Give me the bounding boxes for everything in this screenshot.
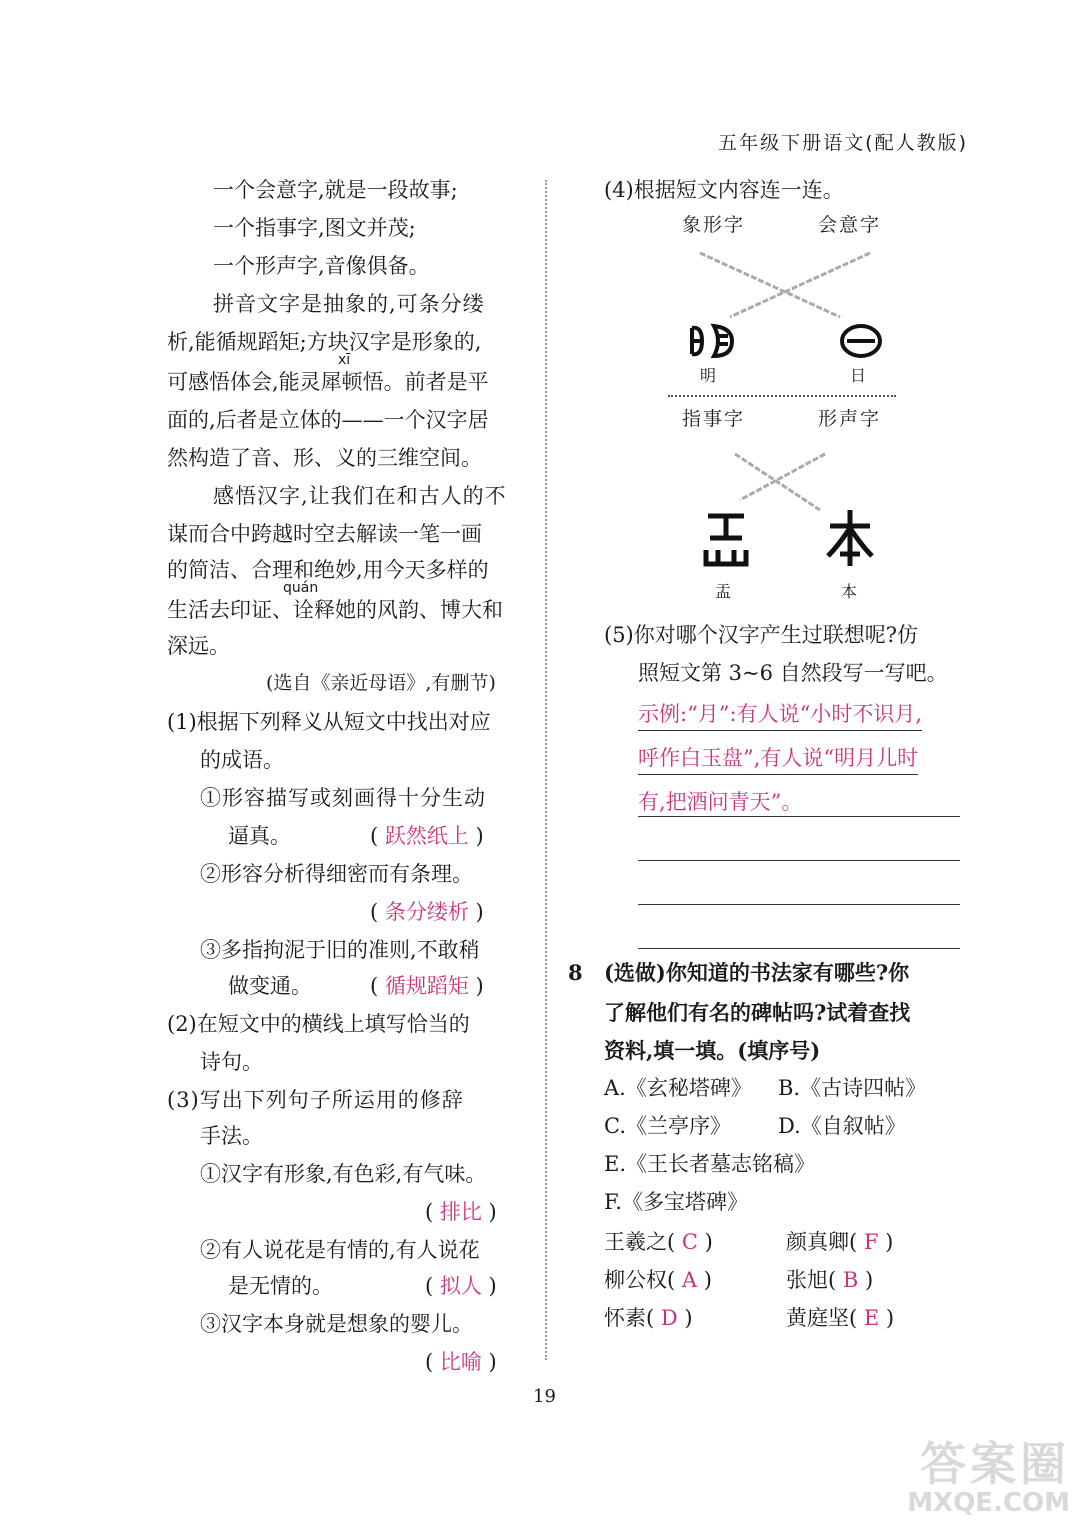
option: F.《多宝塔碑》 [604, 1190, 748, 1214]
answer-text: 拟人 [439, 1274, 482, 1298]
question-1-stem: 的成语。 [200, 748, 284, 772]
answer-bracket: ( 排比 ) [425, 1200, 497, 1224]
answer-text: B [842, 1268, 859, 1292]
answer-bracket: ( 循规蹈矩 ) [370, 974, 484, 998]
seal-glyph-meng-icon [700, 508, 752, 570]
question-3-item: ②有人说花是有情的,有人说花 [200, 1238, 480, 1262]
question-3-item: 是无情的。 [228, 1274, 333, 1298]
passage-line: 一个形声字,音像俱备。 [213, 254, 430, 278]
answer-blank-line [638, 860, 960, 861]
question-1-stem: (1)根据下列释义从短文中找出对应 [167, 710, 491, 734]
glyph-caption: 本 [841, 582, 858, 601]
passage-line: 感悟汉字,让我们在和古人的不 [213, 484, 507, 508]
option: E.《王长者墓志铭稿》 [604, 1152, 816, 1176]
answer-text: E [863, 1306, 880, 1330]
option: D.《自叙帖》 [778, 1114, 906, 1138]
option: A.《玄秘塔碑》 [604, 1076, 752, 1100]
passage-line: 拼音文字是抽象的,可条分缕 [213, 292, 485, 316]
question-1-item: 逼真。 [228, 824, 291, 848]
watermark: 答案圈 MXQE.COM [907, 1436, 1070, 1519]
question-8-stem: 资料,填一填。(填序号) [604, 1038, 821, 1063]
option: C.《兰亭序》 [604, 1114, 731, 1138]
answer-text: 条分缕析 [384, 900, 469, 924]
answer-text: 有,把酒问青天”。 [638, 790, 803, 814]
calligrapher-row: 颜真卿( F ) [786, 1230, 894, 1254]
answer-text: 示例:“月”:有人说“小时不识月, [638, 704, 922, 725]
answer-text: A [681, 1268, 698, 1292]
seal-glyph-ri-icon [837, 322, 885, 360]
passage-line: 的简洁、合理和绝妙,用今天多样的 [167, 558, 489, 582]
question-1-item: ①形容描写或刻画得十分生动 [200, 786, 486, 810]
answer-bracket: ( 条分缕析 ) [370, 900, 484, 924]
question-3-item: ③汉字本身就是想象的婴儿。 [200, 1312, 473, 1336]
question-4-stem: (4)根据短文内容连一连。 [604, 178, 844, 202]
passage-line: 谋而合中跨越时空去解读一笔一画 [167, 522, 482, 546]
calligrapher-row: 黄庭坚( E ) [786, 1306, 895, 1330]
question-1-item: ③多指拘泥于旧的准则,不敢稍 [200, 938, 480, 962]
calligrapher-row: 王羲之( C ) [604, 1230, 713, 1254]
answer-text: D [660, 1306, 678, 1330]
question-2-stem: (2)在短文中的横线上填写恰当的 [167, 1012, 470, 1036]
matching-lines [690, 245, 890, 325]
passage-line: 然构造了音、形、义的三维空间。 [167, 446, 482, 470]
glyph-caption: 盂 [715, 582, 732, 601]
pinyin-annotation: xī [338, 352, 351, 368]
question-3-stem: 手法。 [200, 1124, 263, 1148]
answer-bracket: ( 拟人 ) [425, 1274, 497, 1298]
answer-blank-line [638, 816, 960, 817]
answer-text: C [681, 1230, 698, 1254]
passage-line: 面的,后者是立体的——一个汉字居 [167, 408, 489, 432]
glyph-caption: 日 [850, 366, 867, 385]
question-3-stem: (3)写出下列句子所运用的修辞 [167, 1088, 464, 1112]
answer-blank-line [638, 904, 960, 905]
page-number: 19 [533, 1386, 556, 1407]
answer-text: 跃然纸上 [384, 824, 469, 848]
question-2-stem: 诗句。 [200, 1050, 263, 1074]
answer-text: F [863, 1230, 879, 1254]
answer-bracket: ( 比喻 ) [425, 1350, 497, 1374]
answer-text: 循规蹈矩 [384, 974, 469, 998]
glyph-caption: 明 [700, 366, 717, 385]
column-divider [545, 180, 547, 1360]
option: B.《古诗四帖》 [778, 1076, 927, 1100]
question-8-number: 8 [568, 960, 583, 985]
question-5-stem: (5)你对哪个汉字产生过联想呢?仿 [604, 623, 919, 647]
answer-blank-line [638, 948, 960, 949]
category-label: 指事字 [682, 408, 746, 430]
passage-line: 一个会意字,就是一段故事; [213, 178, 458, 202]
seal-glyph-ming-icon [688, 322, 738, 360]
dotted-separator [668, 395, 896, 397]
question-1-item: 做变通。 [228, 974, 312, 998]
question-5-stem: 照短文第 3~6 自然段写一写吧。 [638, 661, 948, 685]
question-1-item: ②形容分析得细密而有条理。 [200, 862, 473, 886]
passage-line: 析,能循规蹈矩;方块汉字是形象的, [167, 330, 482, 354]
seal-glyph-ben-icon [824, 506, 876, 570]
answer-text: 呼作白玉盘”,有人说“明月儿时 [638, 748, 918, 769]
question-8-stem: 了解他们有名的碑帖吗?试着查找 [604, 1000, 911, 1025]
passage-line: 一个指事字,图文并茂; [213, 216, 416, 240]
calligrapher-row: 怀素( D ) [604, 1306, 693, 1330]
page-header: 五年级下册语文(配人教版) [718, 132, 968, 154]
calligrapher-row: 张旭( B ) [786, 1268, 874, 1292]
calligrapher-row: 柳公权( A ) [604, 1268, 712, 1292]
answer-text: 排比 [439, 1200, 482, 1224]
answer-bracket: ( 跃然纸上 ) [370, 824, 484, 848]
category-label: 象形字 [682, 214, 746, 236]
passage-line: 可感悟体会,能灵犀顿悟。前者是平 [167, 370, 489, 394]
question-3-item: ①汉字有形象,有色彩,有气味。 [200, 1162, 487, 1186]
category-label: 会意字 [818, 214, 882, 236]
category-label: 形声字 [818, 408, 882, 430]
pinyin-annotation: quán [283, 580, 319, 596]
question-8-stem: (选做)你知道的书法家有哪些?你 [604, 960, 910, 985]
passage-source: (选自《亲近母语》,有删节) [266, 672, 496, 694]
passage-line: 生活去印证、诠释她的风韵、博大和 [167, 598, 503, 622]
answer-text: 比喻 [439, 1350, 482, 1374]
passage-line: 深远。 [167, 634, 230, 658]
